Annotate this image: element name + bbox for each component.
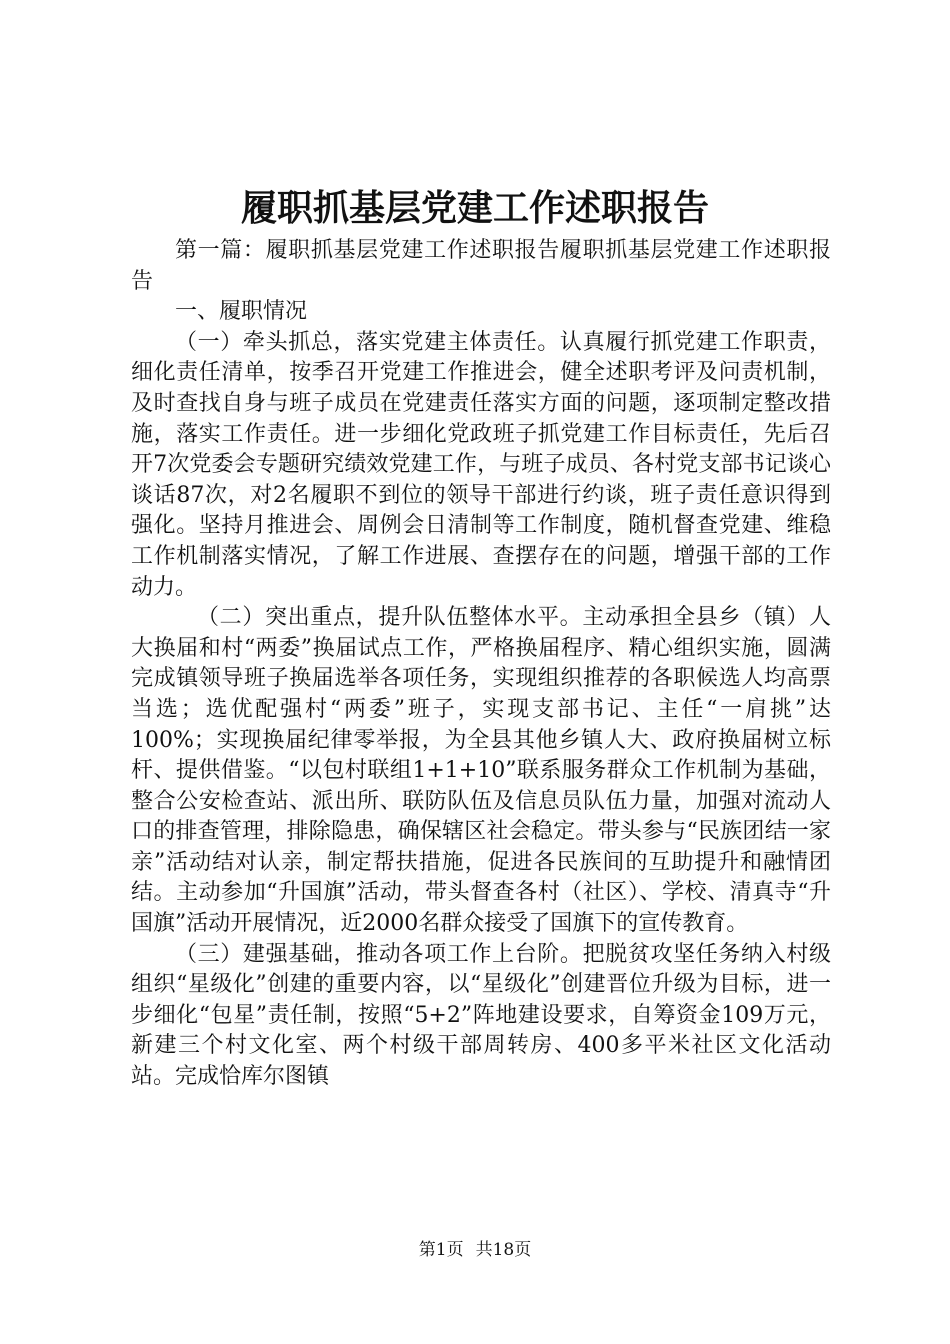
page-footer bbox=[0, 1238, 950, 1262]
document-title: 履职抓基层党建工作述职报告 bbox=[240, 187, 709, 229]
paragraph-section-2: （二）突出重点，提升队伍整体水平。主动承担全县乡（镇）人大换届和村“两委”换届试点工作，严格换届程序、精心组织实施，圆满完成镇领导班子换届选举各项任务，实现组织推荐的各职候选人均高票当选；选优配强村“两委”班子，实现支部书记、主任“一肩挑”达100%；实现换届纪律零举报，为全县其他乡镇人大、政府换届树立标杆、提供借鉴。“以包村联组1+1+10”联系服务群众工作机制为基础，整合公安检查站、派出所、联防队伍及信息员队伍力量，加强对流动人口的排查管理，排除隐患，确保辖区社会稳定。带头参与“民族团结一家亲”活动结对认亲，制定帮扶措施，促进各民族间的互助提升和融情团结。主动参加“升国旗”活动，带头督查各村（社区）、学校、清真寺“升国旗”活动开展情况，近2000名群众接受了国旗下的宣传教育。 bbox=[131, 605, 831, 937]
page-total: 共18页 bbox=[475, 1240, 532, 1260]
paragraph-section-3: （三）建强基础，推动各项工作上台阶。把脱贫攻坚任务纳入村级组织“星级化”创建的重要内容，以“星级化”创建晋位升级为目标，进一步细化“包星”责任制，按照“5+2”阵地建设要求，自筹资金109万元，新建三个村文化室、两个村级干部周转房、400多平米社区文化活动站。完成恰库尔图镇 bbox=[131, 941, 831, 1090]
page-number: 第1页 bbox=[418, 1240, 464, 1260]
paragraph-section-1: （一）牵头抓总，落实党建主体责任。认真履行抓党建工作职责，细化责任清单，按季召开党建工作推进会，健全述职考评及问责机制，及时查找自身与班子成员在党建责任落实方面的问题，逐项制定整改措施，落实工作责任。进一步细化党政班子抓党建工作目标责任，先后召开7次党委会专题研究绩效党建工作，与班子成员、各村党支部书记谈心谈话87次，对2名履职不到位的领导干部进行约谈，班子责任意识得到强化。坚持月推进会、周例会日清制等工作制度，随机督查党建、维稳工作机制落实情况，了解工作进展、查摆存在的问题，增强干部的工作动力。 bbox=[131, 329, 831, 600]
paragraph-heading-line: 第一篇：履职抓基层党建工作述职报告履职抓基层党建工作述职报告 bbox=[131, 238, 831, 294]
section-heading: 一、履职情况 bbox=[175, 299, 308, 325]
document-body bbox=[131, 236, 831, 1093]
